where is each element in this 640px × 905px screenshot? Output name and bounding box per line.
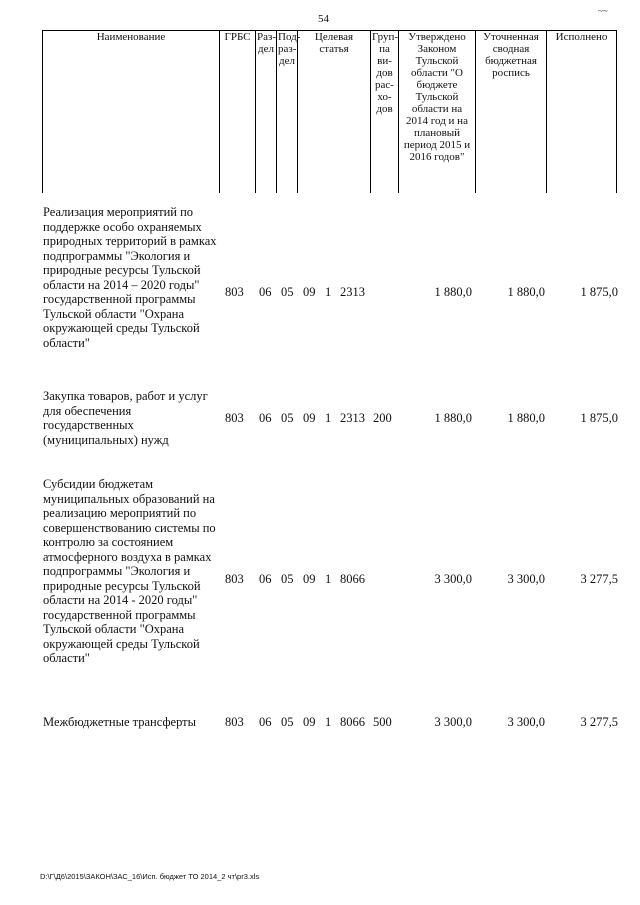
row-grbs: 803 bbox=[225, 411, 244, 425]
row-grbs: 803 bbox=[225, 572, 244, 586]
row-cs3: 2313 bbox=[340, 285, 365, 299]
header-name: Наименование bbox=[96, 31, 166, 43]
row-razdel: 06 bbox=[259, 411, 272, 425]
row-cs2: 1 bbox=[325, 411, 332, 425]
row-cs2: 1 bbox=[325, 285, 332, 299]
row-ispolneno: 1 875,0 bbox=[580, 411, 618, 425]
header-grbs: ГРБС bbox=[224, 31, 251, 43]
row-podrazdel: 05 bbox=[281, 715, 294, 729]
row-utverzhdeno: 1 880,0 bbox=[434, 411, 472, 425]
scan-mark: ~~ bbox=[598, 6, 608, 16]
row-cs3: 2313 bbox=[340, 411, 365, 425]
row-utochnennaya: 3 300,0 bbox=[507, 715, 545, 729]
header-podrazdel: Под- раз- дел bbox=[278, 31, 301, 67]
row-vid: 200 bbox=[373, 411, 392, 425]
row-cs1: 09 bbox=[303, 411, 316, 425]
row-vid: 500 bbox=[373, 715, 392, 729]
header-ispolneno: Исполнено bbox=[555, 31, 608, 43]
row-utverzhdeno: 3 300,0 bbox=[434, 715, 472, 729]
row-grbs: 803 bbox=[225, 285, 244, 299]
row-ispolneno: 1 875,0 bbox=[580, 285, 618, 299]
row-name: Реализация мероприятий по поддержке особо охраняемых природных территорий в рамках подпрограммы "Экология и природные ресурсы Тульской области на 2014 – 2020 годы" государственной программы Тульской области "Охрана окружающей среды Тульской области" bbox=[43, 205, 217, 350]
row-utverzhdeno: 3 300,0 bbox=[434, 572, 472, 586]
row-podrazdel: 05 bbox=[281, 572, 294, 586]
row-podrazdel: 05 bbox=[281, 411, 294, 425]
row-podrazdel: 05 bbox=[281, 285, 294, 299]
header-razdel: Раз- дел bbox=[257, 31, 277, 55]
row-name: Закупка товаров, работ и услуг для обеспечения государственных (муниципальных) нужд bbox=[43, 389, 208, 447]
row-cs2: 1 bbox=[325, 572, 332, 586]
header-celevaya-statya: Целевая статья bbox=[314, 31, 354, 55]
header-divider bbox=[616, 30, 617, 193]
header-utverzhdeno: Утверждено Законом Тульской области "О бюджете Тульской области на 2014 год и на плановый период 2015 и 2016 годов" bbox=[403, 31, 471, 163]
row-name: Субсидии бюджетам муниципальных образований на реализацию мероприятий по совершенствованию системы по контролю за состоянием атмосферного воздуха в рамках подпрограммы "Экология и природные ресурсы Тульской области на 2014 - 2020 годы" государственной программы Тульской области "Охрана окружающей среды Тульской области" bbox=[43, 477, 216, 665]
row-name: Межбюджетные трансферты bbox=[43, 715, 197, 729]
page-number: 54 bbox=[318, 13, 329, 25]
row-razdel: 06 bbox=[259, 285, 272, 299]
row-cs1: 09 bbox=[303, 285, 316, 299]
row-grbs: 803 bbox=[225, 715, 244, 729]
row-cs3: 8066 bbox=[340, 715, 365, 729]
header-gruppa-vidov: Груп- па ви- дов рас- хо- дов bbox=[372, 31, 399, 115]
row-ispolneno: 3 277,5 bbox=[580, 572, 618, 586]
row-cs1: 09 bbox=[303, 715, 316, 729]
row-utochnennaya: 1 880,0 bbox=[507, 285, 545, 299]
row-razdel: 06 bbox=[259, 715, 272, 729]
row-utochnennaya: 1 880,0 bbox=[507, 411, 545, 425]
row-cs1: 09 bbox=[303, 572, 316, 586]
footer-file-path: D:\Г\Д6\2015\ЗАКОН\ЗАС_16\Исп. бюджет ТО 2014_2 чт\pr3.xls bbox=[40, 872, 260, 881]
row-ispolneno: 3 277,5 bbox=[580, 715, 618, 729]
row-utverzhdeno: 1 880,0 bbox=[434, 285, 472, 299]
row-razdel: 06 bbox=[259, 572, 272, 586]
header-utochnennaya: Уточненная сводная бюджетная роспись bbox=[483, 31, 539, 79]
row-cs2: 1 bbox=[325, 715, 332, 729]
row-cs3: 8066 bbox=[340, 572, 365, 586]
row-utochnennaya: 3 300,0 bbox=[507, 572, 545, 586]
